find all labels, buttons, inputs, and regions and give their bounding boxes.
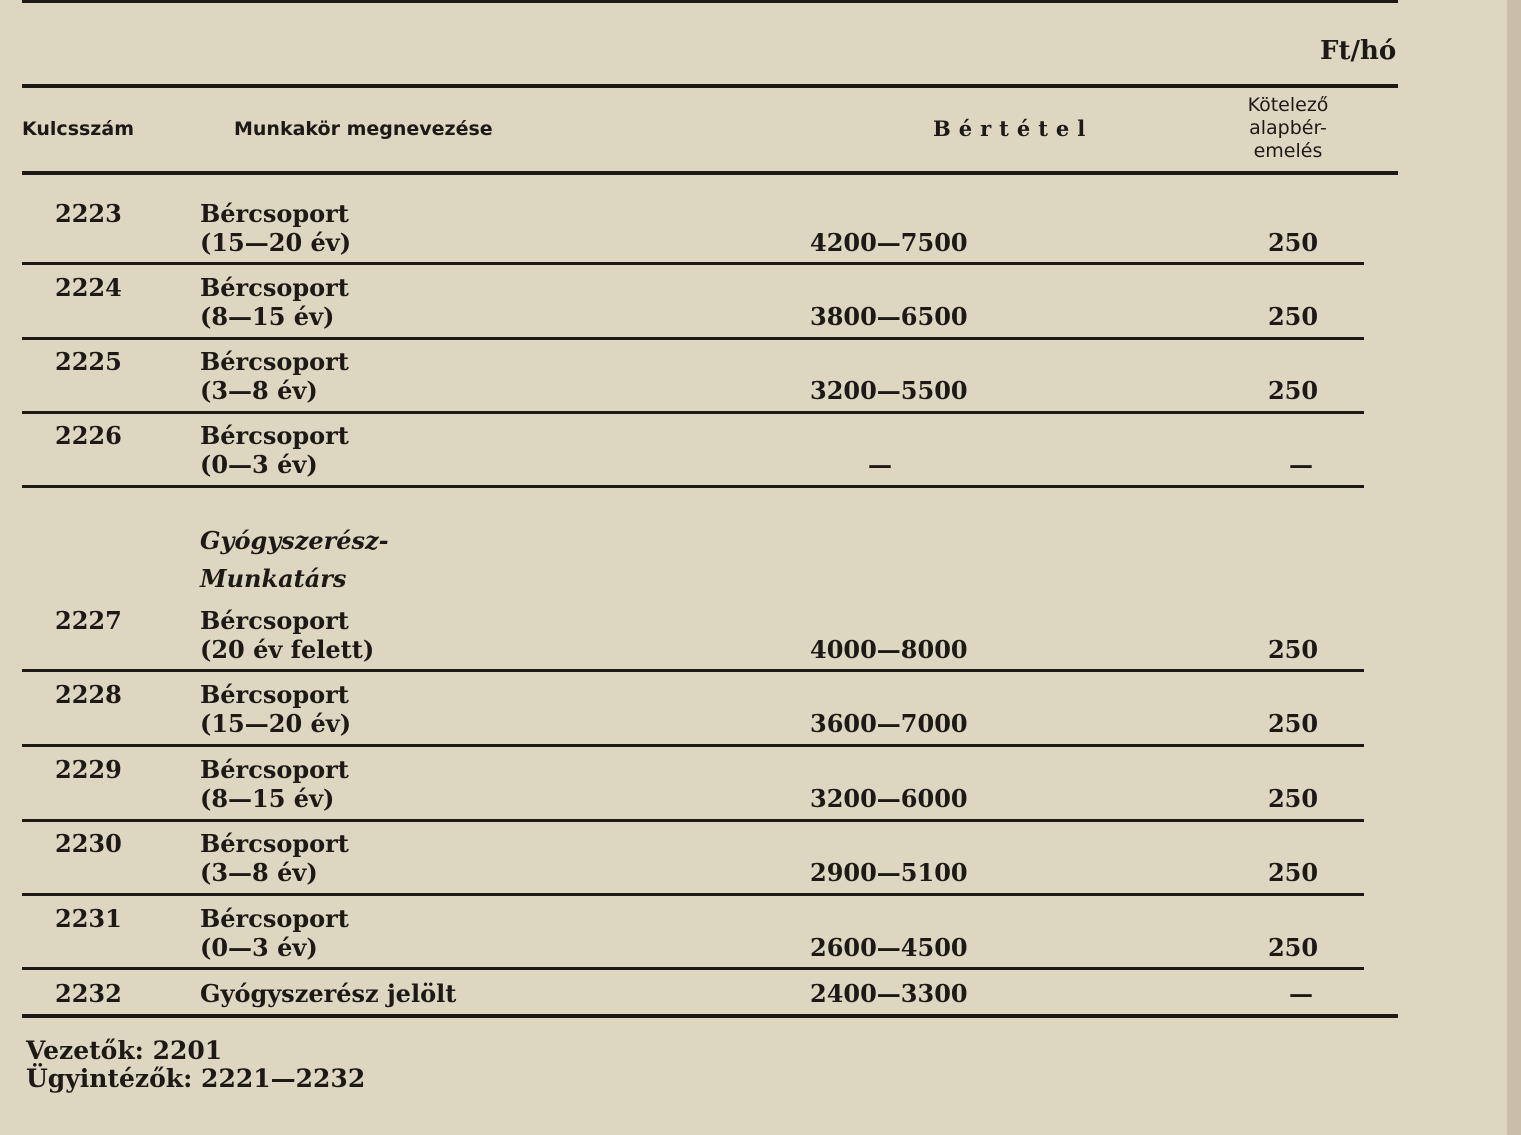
- footer-leaders: Vezetők: 2201: [26, 1036, 223, 1065]
- row-wage: 3600—7000: [810, 709, 968, 738]
- row-job-name: Bércsoport (8—15 év): [200, 273, 349, 331]
- row-key: 2224: [55, 273, 122, 302]
- row-wage: 2600—4500: [810, 933, 968, 962]
- row-job-name: Bércsoport (8—15 év): [200, 755, 349, 813]
- table-bottom-rule: [22, 1014, 1398, 1018]
- row-key: 2225: [55, 347, 122, 376]
- row-key: 2231: [55, 904, 122, 933]
- row-increase: —: [1289, 979, 1313, 1008]
- row-increase: 250: [1267, 376, 1319, 405]
- row-job-name: Gyógyszerész jelölt: [200, 979, 457, 1008]
- row-divider: [22, 262, 1364, 265]
- row-key: 2226: [55, 421, 122, 450]
- row-key: 2227: [55, 606, 122, 635]
- block-divider: [22, 485, 1364, 488]
- row-wage: —: [868, 450, 892, 479]
- row-wage: 3200—6000: [810, 784, 968, 813]
- row-key: 2229: [55, 755, 122, 784]
- row-increase: 250: [1267, 302, 1319, 331]
- row-key: 2228: [55, 680, 122, 709]
- row-job-name: Bércsoport (20 év felett): [200, 606, 375, 664]
- unit-label: Ft/hó: [1320, 36, 1397, 66]
- header-mandatory-increase: Kötelező alapbér-emelés: [1247, 94, 1329, 162]
- header-bottom-rule: [22, 171, 1398, 175]
- row-wage: 4000—8000: [810, 635, 968, 664]
- row-wage: 4200—7500: [810, 228, 968, 257]
- header-key: Kulcsszám: [22, 118, 134, 140]
- top-rule: [22, 0, 1398, 3]
- section-title-line2: Munkatárs: [200, 564, 347, 593]
- header-wage: Bértétel: [933, 116, 1094, 141]
- row-increase: 250: [1267, 858, 1319, 887]
- row-job-name: Bércsoport (0—3 év): [200, 421, 349, 479]
- row-key: 2230: [55, 829, 122, 858]
- row-key: 2232: [55, 979, 122, 1008]
- row-increase: —: [1289, 450, 1313, 479]
- row-divider: [22, 967, 1364, 970]
- row-increase: 250: [1267, 228, 1319, 257]
- row-increase: 250: [1267, 933, 1319, 962]
- page-edge: [1507, 0, 1521, 1135]
- row-wage: 3800—6500: [810, 302, 968, 331]
- row-increase: 250: [1267, 784, 1319, 813]
- row-job-name: Bércsoport (0—3 év): [200, 904, 349, 962]
- header-job-name: Munkakör megnevezése: [234, 118, 493, 140]
- row-wage: 2400—3300: [810, 979, 968, 1008]
- row-job-name: Bércsoport (15—20 év): [200, 680, 352, 738]
- row-divider: [22, 337, 1364, 340]
- row-job-name: Bércsoport (3—8 év): [200, 829, 349, 887]
- footer-clerks: Ügyintézők: 2221—2232: [26, 1064, 366, 1093]
- section-title-line1: Gyógyszerész-: [200, 526, 389, 555]
- header-top-rule: [22, 84, 1398, 88]
- row-divider: [22, 819, 1364, 822]
- row-divider: [22, 893, 1364, 896]
- row-increase: 250: [1267, 635, 1319, 664]
- row-wage: 3200—5500: [810, 376, 968, 405]
- row-increase: 250: [1267, 709, 1319, 738]
- row-divider: [22, 411, 1364, 414]
- row-wage: 2900—5100: [810, 858, 968, 887]
- row-divider: [22, 669, 1364, 672]
- row-divider: [22, 744, 1364, 747]
- row-key: 2223: [55, 199, 122, 228]
- row-job-name: Bércsoport (3—8 év): [200, 347, 349, 405]
- row-job-name: Bércsoport (15—20 év): [200, 199, 352, 257]
